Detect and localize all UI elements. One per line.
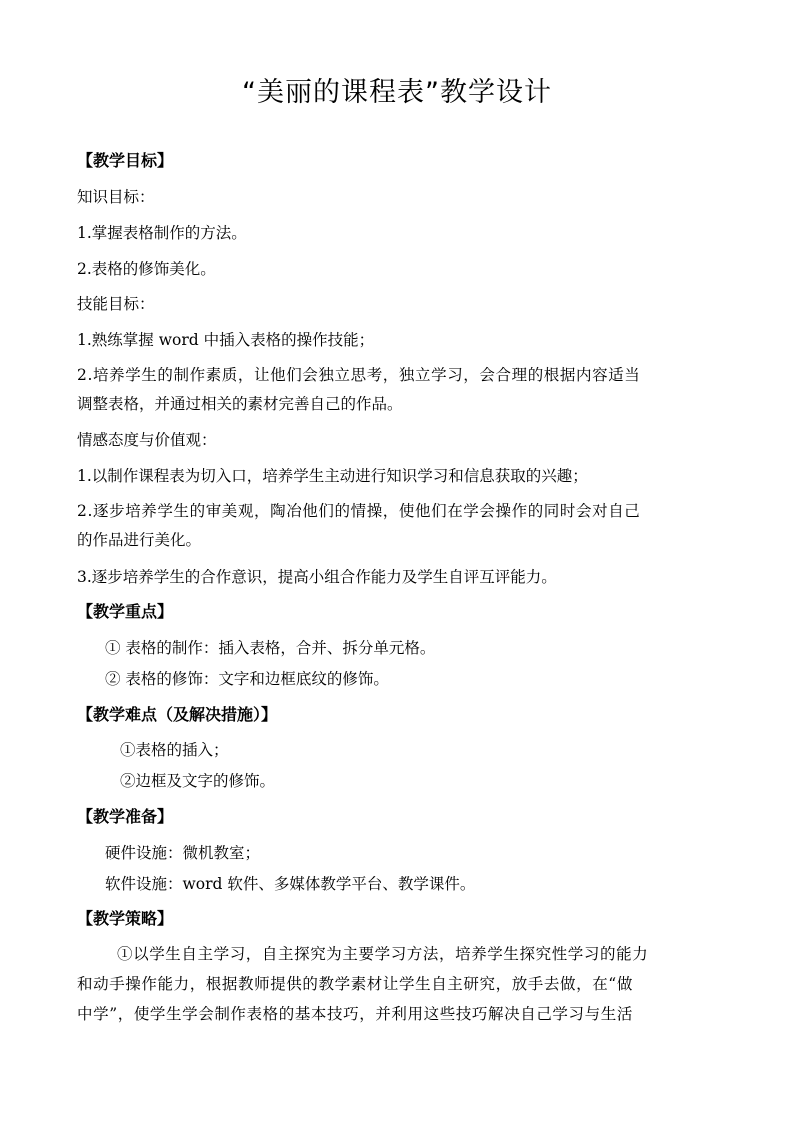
strategy-heading: 【教学策略】 bbox=[77, 909, 174, 928]
skill-goals-label: 技能目标： bbox=[77, 295, 155, 313]
strategy-line-1: ①以学生自主学习，自主探究为主要学习方法，培养学生探究性学习的能力 bbox=[117, 945, 649, 963]
knowledge-goals-label: 知识目标： bbox=[77, 188, 155, 206]
emotion-item-2-line-2: 的作品进行美化。 bbox=[77, 531, 202, 549]
skill-item-2-line-1: 2.培养学生的制作素质，让他们会独立思考，独立学习，会合理的根据内容适当 bbox=[77, 366, 641, 384]
key-point-2: ② 表格的修饰：文字和边框底纹的修饰。 bbox=[105, 670, 389, 688]
emotion-item-3: 3.逐步培养学生的合作意识，提高小组合作能力及学生自评互评能力。 bbox=[77, 568, 557, 586]
difficulties-heading: 【教学难点（及解决措施）】 bbox=[77, 705, 278, 724]
skill-item-1: 1.熟练掌握 word 中插入表格的操作技能； bbox=[77, 331, 375, 349]
knowledge-item-1: 1.掌握表格制作的方法。 bbox=[77, 224, 247, 242]
preparation-heading: 【教学准备】 bbox=[77, 807, 174, 826]
preparation-hardware: 硬件设施：微机教室； bbox=[105, 844, 261, 862]
emotion-item-2-line-1: 2.逐步培养学生的审美观，陶冶他们的情操，使他们在学会操作的同时会对自己 bbox=[77, 502, 641, 520]
emotion-item-1: 1.以制作课程表为切入口，培养学生主动进行知识学习和信息获取的兴趣； bbox=[77, 467, 588, 485]
strategy-line-3: 中学”，使学生学会制作表格的基本技巧，并利用这些技巧解决自己学习与生活 bbox=[77, 1005, 633, 1023]
key-point-1: ① 表格的制作：插入表格，合并、拆分单元格。 bbox=[105, 639, 436, 657]
preparation-software: 软件设施：word 软件、多媒体教学平台、教学课件。 bbox=[105, 875, 476, 893]
difficulty-1: ①表格的插入； bbox=[120, 741, 229, 759]
emotion-goals-label: 情感态度与价值观： bbox=[77, 431, 217, 449]
skill-item-2-line-2: 调整表格，并通过相关的素材完善自己的作品。 bbox=[77, 395, 403, 413]
document-title: “美丽的课程表”教学设计 bbox=[242, 77, 552, 108]
strategy-line-2: 和动手操作能力，根据教师提供的教学素材让学生自主研究，放手去做，在“做 bbox=[77, 975, 633, 993]
key-points-heading: 【教学重点】 bbox=[77, 602, 174, 621]
goals-heading: 【教学目标】 bbox=[77, 151, 174, 170]
difficulty-2: ②边框及文字的修饰。 bbox=[120, 772, 276, 790]
knowledge-item-2: 2.表格的修饰美化。 bbox=[77, 260, 216, 278]
